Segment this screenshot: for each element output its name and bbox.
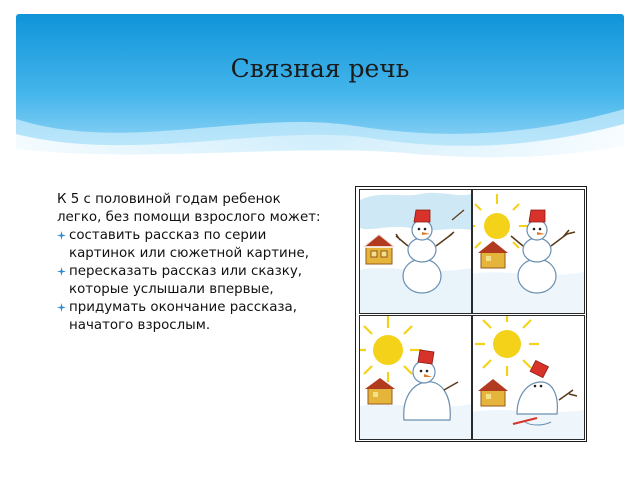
header-banner [16, 14, 624, 162]
snowman-illustration [360, 190, 471, 313]
list-item [57, 299, 327, 335]
wave-decoration [16, 14, 624, 162]
bullet-text: пересказать рассказ или сказку, которые услышали впервые, [69, 264, 303, 297]
picture-panel-snowman-sun [472, 189, 585, 314]
picture-panel-snowman-melted [472, 315, 585, 440]
text-block [57, 191, 327, 335]
diamond-star-icon [57, 267, 66, 276]
picture-panel-snowman-winter [359, 189, 472, 314]
diamond-star-icon [57, 231, 66, 240]
slide-title: Связная речь [230, 54, 410, 83]
bullet-text: составить рассказ по серии картинок или сюжетной картине, [69, 228, 309, 261]
picture-panel-snowman-melting [359, 315, 472, 440]
list-item [57, 227, 327, 263]
bullet-text: придумать окончание рассказа, начатого взрослым. [69, 300, 298, 333]
diamond-star-icon [57, 303, 66, 312]
intro-text: К 5 с половиной годам ребенок легко, без помощи взрослого может: [57, 192, 321, 225]
picture-series [355, 186, 587, 442]
list-item [57, 263, 327, 299]
snowman-illustration [473, 190, 584, 313]
snowman-illustration [473, 316, 584, 439]
bullet-list [57, 227, 327, 335]
snowman-illustration [360, 316, 471, 439]
